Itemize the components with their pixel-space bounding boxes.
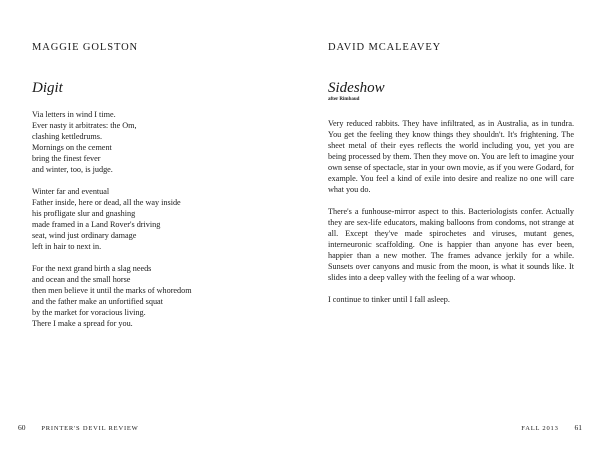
- poem-line: then men believe it until the marks of whoredom: [32, 286, 192, 295]
- poem-line: and ocean and the small horse: [32, 275, 131, 284]
- poem-line: bring the finest fever: [32, 154, 101, 163]
- page-number-left: 60: [18, 423, 26, 432]
- poem-line: by the market for voracious living.: [32, 308, 146, 317]
- poem-line: and the father make an unfortified squat: [32, 297, 163, 306]
- page-number-right: 61: [574, 423, 582, 432]
- running-head-issue: FALL 2013: [521, 425, 559, 432]
- poem-line: clashing kettledrums.: [32, 132, 103, 141]
- poem-stanza: [32, 186, 282, 252]
- left-folio: [18, 423, 139, 432]
- poem-line: Via letters in wind I time.: [32, 110, 116, 119]
- prose-body: [328, 118, 574, 316]
- prose-poem-epigraph: after Rimbaud: [328, 97, 360, 102]
- poem-line: seat, wind just ordinary damage: [32, 231, 137, 240]
- poem-line: Mornings on the cement: [32, 143, 112, 152]
- left-author-name: MAGGIE GOLSTON: [32, 42, 139, 53]
- poem-line: and winter, too, is judge.: [32, 165, 113, 174]
- prose-paragraph: Very reduced rabbits. They have infiltrated, as in Australia, as in tundra. You get the feeling they know things they shouldn't. It's frightening. The sheet metal of their eyes reflects the world including you, yet you are being processed by them. Then they move on. You are left to imagine your own sense of spectacle, star in your own movie, as if you were Godard, for example. You feel a kind of exile into desire and realize no one will care what you do.: [328, 119, 574, 194]
- poem-line: Father inside, here or dead, all the way inside: [32, 198, 181, 207]
- prose-paragraph: There's a funhouse-mirror aspect to this. Bacteriologists confer. Actually they are sex-life educators, making balloons from condoms, not strange at all. Except they've made spirochetes and viruses, mutant genes, interneuronic scaffolding. One is happier than anyone has ever been, happier than a new mother. The frames advance jerkily for a while. Sunsets over canyons and music from the moon, is what it sounds like. It slides into a deep valley with the feeling of a war whoop.: [328, 207, 574, 282]
- running-head-journal: PRINTER'S DEVIL REVIEW: [41, 425, 139, 432]
- poem-line: Ever nasty it arbitrates: the Om,: [32, 121, 137, 130]
- poem-line: Winter far and eventual: [32, 187, 110, 196]
- prose-paragraph: I continue to tinker until I fall asleep.: [328, 295, 450, 304]
- poem-stanza: [32, 263, 282, 329]
- poem-title: Digit: [32, 80, 63, 96]
- right-folio: [521, 423, 582, 432]
- poem-line: his profligate slur and gnashing: [32, 209, 136, 218]
- poem-line: For the next grand birth a slag needs: [32, 264, 152, 273]
- poem-line: There I make a spread for you.: [32, 319, 133, 328]
- poem-stanza: [32, 109, 282, 175]
- right-page: [300, 0, 600, 450]
- poem-line: made framed in a Land Rover's driving: [32, 220, 161, 229]
- poem-line: left in hair to next in.: [32, 242, 102, 251]
- right-author-name: DAVID MCALEAVEY: [328, 42, 442, 53]
- poem-body: [32, 109, 282, 340]
- prose-poem-title: Sideshow: [328, 80, 385, 96]
